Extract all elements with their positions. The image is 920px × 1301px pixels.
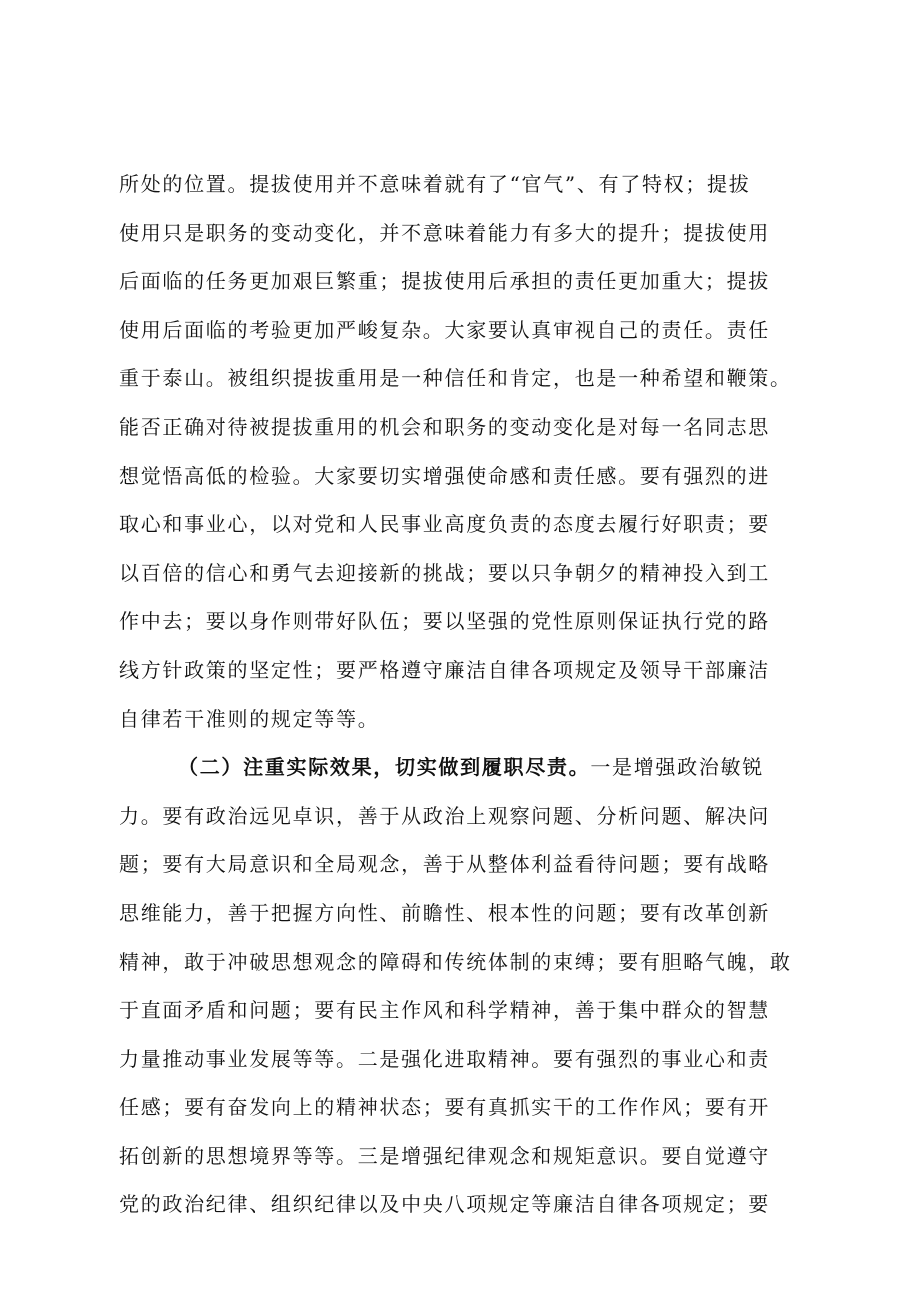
section-heading-continuation: 一是增强政治敏锐 (590, 755, 764, 780)
text-line: 题；要有大局意识和全局观念，善于从整体利益看待问题；要有战略 (119, 852, 770, 877)
text-line: 后面临的任务更加艰巨繁重；提拔使用后承担的责任更加重大；提拔 (119, 269, 770, 294)
text-line: 线方针政策的坚定性；要严格遵守廉洁自律各项规定及领导干部廉洁 (119, 657, 770, 682)
text-line: 作中去；要以身作则带好队伍；要以坚强的党性原则保证执行党的路 (119, 609, 770, 634)
body-text (119, 160, 819, 1229)
text-line: 使用只是职务的变动变化，并不意味着能力有多大的提升；提拔使用 (119, 220, 770, 245)
section-heading: （二）注重实际效果，切实做到履职尽责。 (178, 755, 591, 780)
text-line: 自律若干准则的规定等等。 (119, 706, 380, 731)
text-line: 党的政治纪律、组织纪律以及中央八项规定等廉洁自律各项规定；要 (119, 1192, 770, 1217)
text-line: 精神，敢于冲破思想观念的障碍和传统体制的束缚；要有胆略气魄，敢 (119, 949, 792, 974)
text-line: 任感；要有奋发向上的精神状态；要有真抓实干的工作作风；要有开 (119, 1095, 770, 1120)
text-line: 于直面矛盾和问题；要有民主作风和科学精神，善于集中群众的智慧 (119, 998, 770, 1023)
text-line: 取心和事业心，以对党和人民事业高度负责的态度去履行好职责；要 (119, 512, 770, 537)
text-line: 能否正确对待被提拔重用的机会和职务的变动变化是对每一名同志思 (119, 414, 770, 439)
text-line: 想觉悟高低的检验。大家要切实增强使命感和责任感。要有强烈的进 (119, 463, 770, 488)
text-line: 所处的位置。提拔使用并不意味着就有了“官气”、有了特权；提拔 (119, 172, 751, 196)
section-heading-line (119, 743, 819, 792)
text-line: 以百倍的信心和勇气去迎接新的挑战；要以只争朝夕的精神投入到工 (119, 560, 770, 585)
text-line: 使用后面临的考验更加严峻复杂。大家要认真审视自己的责任。责任 (119, 317, 770, 342)
text-line: 力量推动事业发展等等。二是强化进取精神。要有强烈的事业心和责 (119, 1046, 770, 1071)
text-line: 重于泰山。被组织提拔重用是一种信任和肯定，也是一种希望和鞭策。 (119, 366, 792, 391)
text-line: 力。要有政治远见卓识，善于从政治上观察问题、分析问题、解决问 (119, 803, 770, 828)
text-line: 拓创新的思想境界等等。三是增强纪律观念和规矩意识。要自觉遵守 (119, 1143, 770, 1168)
text-line: 思维能力，善于把握方向性、前瞻性、根本性的问题；要有改革创新 (119, 900, 770, 925)
